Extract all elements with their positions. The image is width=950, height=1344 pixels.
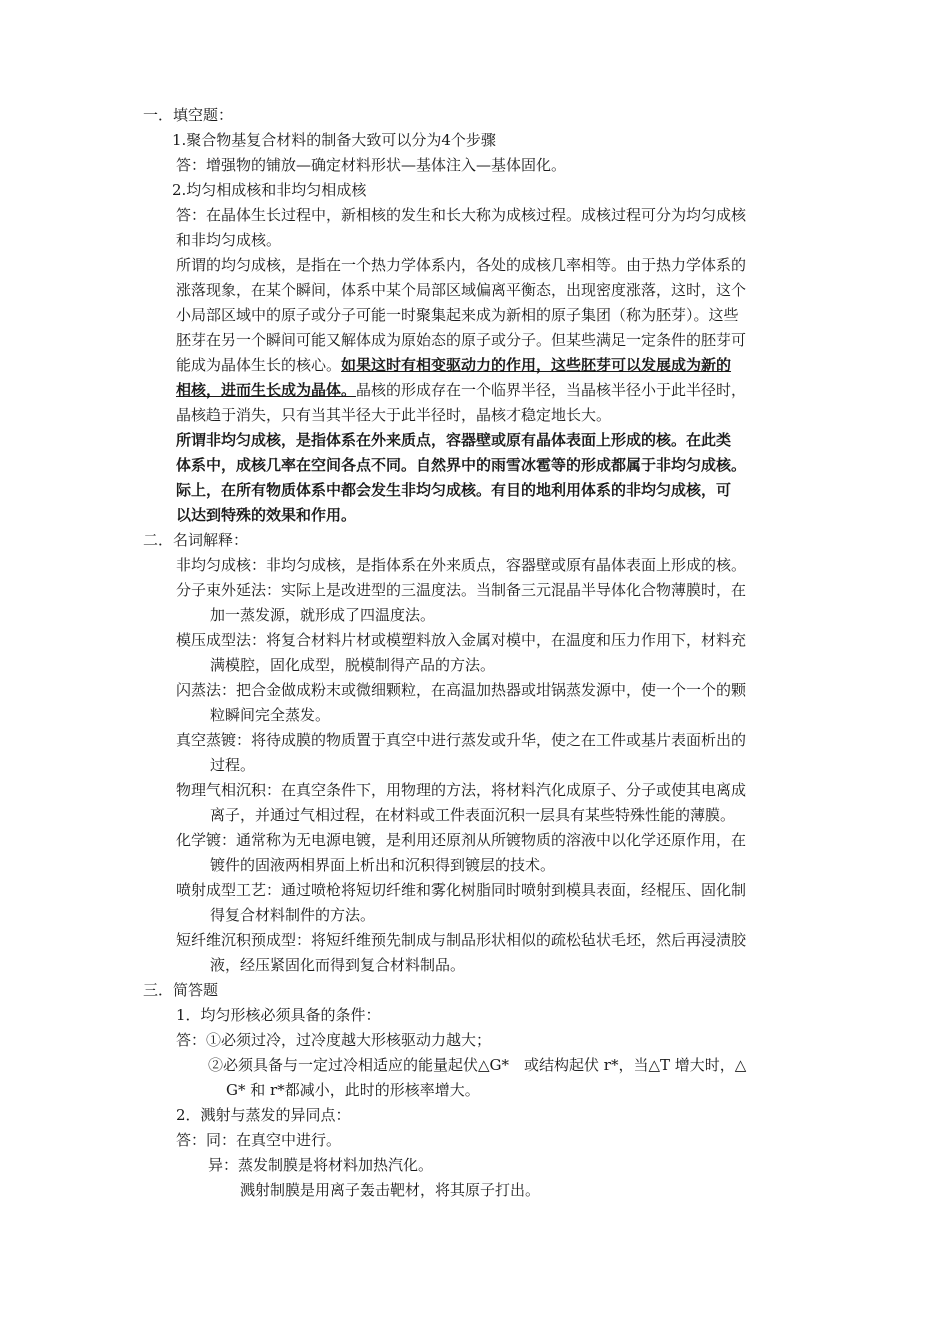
- term-continuation: 液，经压紧固化而得到复合材料制品。: [210, 956, 466, 974]
- term-continuation: 过程。: [210, 756, 256, 774]
- term-continuation: 满模腔，固化成型，脱模制得产品的方法。: [210, 656, 496, 674]
- homogeneous-paragraph-line: 胚芽在另一个瞬间可能又解体成为原始态的原子或分子。但某些满足一定条件的胚芽可: [176, 331, 747, 349]
- question-2-answer-line: 和非均匀成核。: [176, 231, 282, 249]
- section-3-heading: 三．简答题: [143, 981, 219, 999]
- term-line: 闪蒸法：把合金做成粉末或微细颗粒，在高温加热器或坩锅蒸发源中，使一个一个的颗: [176, 681, 747, 699]
- term-line: 短纤维沉积预成型：将短纤维预先制成与制品形状相似的疏松毡状毛坯，然后再浸渍胶: [176, 931, 747, 949]
- term-line: 物理气相沉积：在真空条件下，用物理的方法，将材料汽化成原子、分子或使其电离成: [176, 781, 747, 799]
- question-2-label: 2.均匀相成核和非均匀相成核: [172, 181, 367, 199]
- short-question-2-difference: 溅射制膜是用离子轰击靶材，将其原子打出。: [240, 1181, 541, 1199]
- term-continuation: 镀件的固液两相界面上析出和沉积得到镀层的技术。: [210, 856, 556, 874]
- homogeneous-paragraph-line: 所谓的均匀成核，是指在一个热力学体系内，各处的成核几率相等。由于热力学体系的: [176, 256, 747, 274]
- plain-text: 晶核的形成存在一个临界半径，当晶核半径小于此半径时，: [356, 381, 747, 399]
- term-continuation: 离子，并通过气相过程，在材料或工件表面沉积一层具有某些特殊性能的薄膜。: [210, 806, 736, 824]
- term-continuation: 粒瞬间完全蒸发。: [210, 706, 331, 724]
- heterogeneous-paragraph-line: 所谓非均匀成核，是指体系在外来质点，容器壁或原有晶体表面上形成的核。在此类: [176, 431, 732, 449]
- term-line: 真空蒸镀：将待成膜的物质置于真空中进行蒸发或升华，使之在工件或基片表面析出的: [176, 731, 747, 749]
- section-1-heading: 一．填空题：: [143, 106, 234, 124]
- short-question-2-label: 2．溅射与蒸发的异同点：: [176, 1106, 351, 1124]
- short-question-1-answer-line: ②必须具备与一定过冷相适应的能量起伏△G* 或结构起伏 r*，当△T 增大时，△: [208, 1056, 747, 1074]
- emphasized-text: 相核，进而生长成为晶体。: [176, 381, 357, 399]
- heterogeneous-paragraph-line: 际上，在所有物质体系中都会发生非均匀成核。有目的地利用体系的非均匀成核，可: [176, 481, 732, 499]
- homogeneous-paragraph-line: 小局部区域中的原子或分子可能一时聚集起来成为新相的原子集团（称为胚芽）。这些: [176, 306, 739, 324]
- homogeneous-paragraph-line: [176, 378, 746, 403]
- heterogeneous-paragraph-line: 以达到特殊的效果和作用。: [176, 506, 357, 524]
- section-2-heading: 二．名词解释：: [143, 531, 249, 549]
- short-question-2-similarity: 答：同：在真空中进行。: [176, 1131, 342, 1149]
- term-continuation: 加一蒸发源，就形成了四温度法。: [210, 606, 436, 624]
- short-question-1-label: 1．均匀形核必须具备的条件：: [176, 1006, 381, 1024]
- plain-text: 能成为晶体生长的核心。: [176, 356, 342, 374]
- question-1-label: 1.聚合物基复合材料的制备大致可以分为4个步骤: [172, 131, 496, 149]
- heterogeneous-paragraph-line: 体系中，成核几率在空间各点不同。自然界中的雨雪冰雹等的形成都属于非均匀成核。: [176, 456, 747, 474]
- term-continuation: 得复合材料制件的方法。: [210, 906, 376, 924]
- question-1-answer: 答：增强物的铺放—确定材料形状—基体注入—基体固化。: [176, 156, 567, 174]
- homogeneous-paragraph-line: 涨落现象，在某个瞬间，体系中某个局部区域偏离平衡态，出现密度涨落，这时，这个: [176, 281, 747, 299]
- term-line: 喷射成型工艺：通过喷枪将短切纤维和雾化树脂同时喷射到模具表面，经棍压、固化制: [176, 881, 747, 899]
- term-line: 分子束外延法：实际上是改进型的三温度法。当制备三元混晶半导体化合物薄膜时，在: [176, 581, 747, 599]
- short-question-1-answer-line: 答：①必须过冷，过冷度越大形核驱动力越大；: [176, 1031, 492, 1049]
- short-question-2-difference: 异：蒸发制膜是将材料加热汽化。: [208, 1156, 434, 1174]
- term-line: 模压成型法：将复合材料片材或模塑料放入金属对模中，在温度和压力作用下，材料充: [176, 631, 747, 649]
- homogeneous-paragraph-line: [176, 353, 731, 378]
- term-line: 化学镀：通常称为无电源电镀，是利用还原剂从所镀物质的溶液中以化学还原作用，在: [176, 831, 747, 849]
- question-2-answer-line: 答：在晶体生长过程中，新相核的发生和长大称为成核过程。成核过程可分为均匀成核: [176, 206, 747, 224]
- homogeneous-paragraph-line: 晶核趋于消失，只有当其半径大于此半径时，晶核才稳定地长大。: [176, 406, 612, 424]
- emphasized-text: 如果这时有相变驱动力的作用，这些胚芽可以发展成为新的: [341, 356, 732, 374]
- term-line: 非均匀成核：非均匀成核，是指体系在外来质点，容器壁或原有晶体表面上形成的核。: [176, 556, 747, 574]
- short-question-1-answer-line: G* 和 r*都减小，此时的形核率增大。: [226, 1081, 480, 1099]
